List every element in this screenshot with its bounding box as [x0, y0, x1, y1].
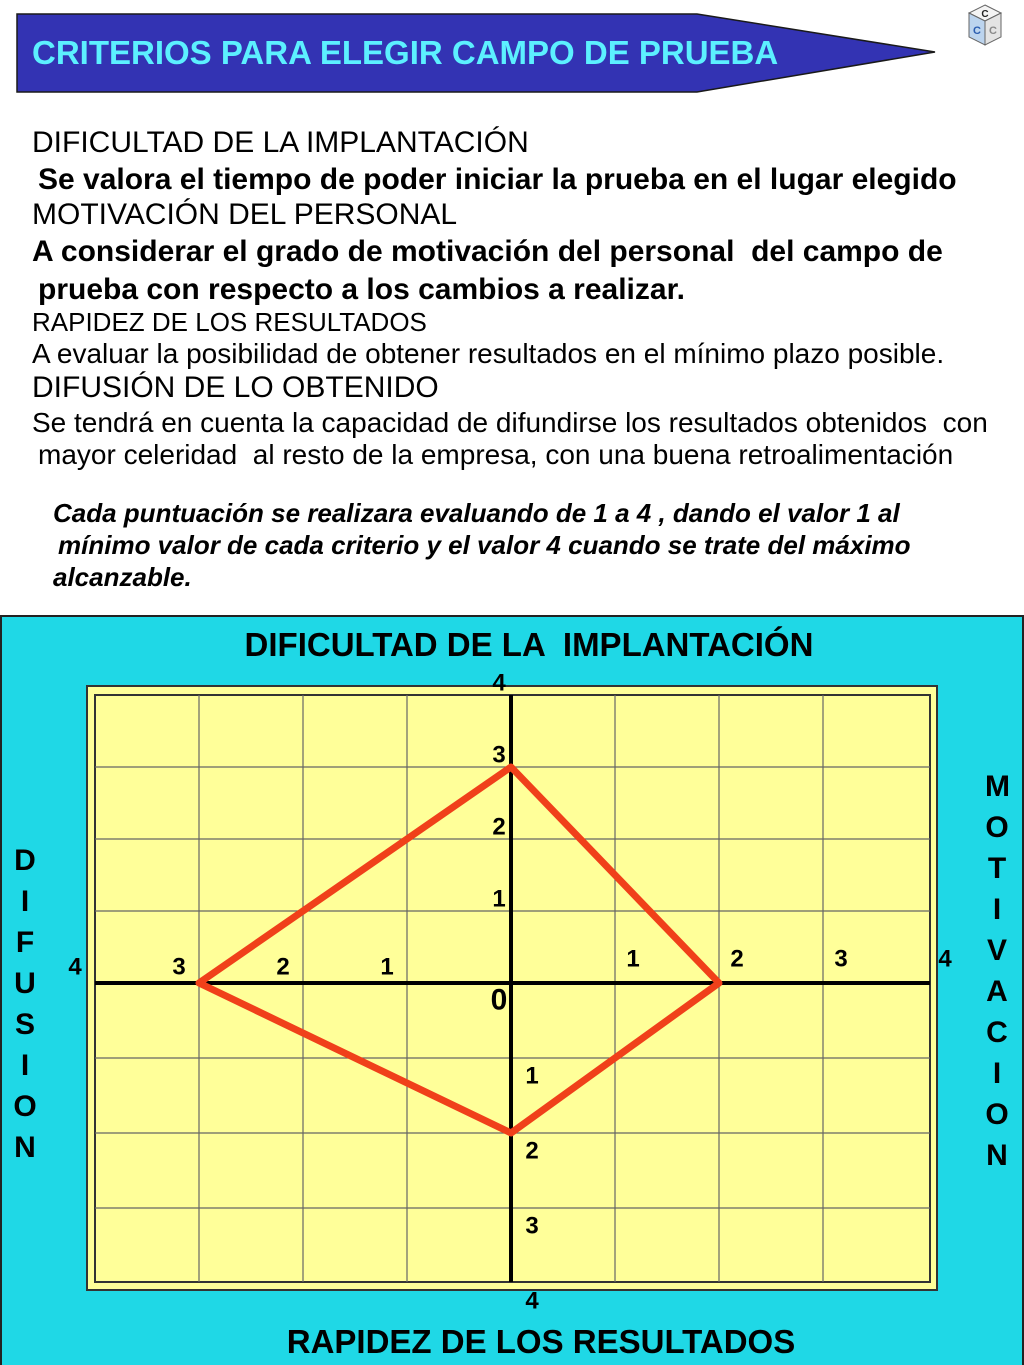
scoring-note-line: Cada puntuación se realizara evaluando de 1 a 4 , dando el valor 1 al: [53, 498, 900, 528]
tick-label-down-1: 1: [525, 1062, 539, 1090]
tick-label-up-2: 2: [492, 813, 506, 841]
logo-cube-icon: [966, 3, 1004, 49]
tick-label-left-4: 4: [68, 953, 82, 981]
tick-label-right-3: 3: [834, 945, 848, 973]
criterion-heading-difusion: DIFUSIÓN DE LO OBTENIDO: [32, 371, 439, 404]
criteria-diagram: [0, 615, 1024, 1365]
scoring-note-line: mínimo valor de cada criterio y el valor 4 cuando se trate del máximo: [58, 530, 911, 560]
tick-label-down-2: 2: [525, 1137, 539, 1165]
logo-letter: C: [989, 25, 997, 37]
tick-label-right-2: 2: [730, 945, 744, 973]
origin-label: 0: [490, 983, 508, 1017]
axis-title-bottom: RAPIDEZ DE LOS RESULTADOS: [286, 1323, 796, 1360]
tick-label-right-1: 1: [626, 945, 640, 973]
page-title: CRITERIOS PARA ELEGIR CAMPO DE PRUEBA: [32, 34, 779, 71]
tick-label-down-4: 4: [525, 1287, 539, 1315]
tick-label-down-3: 3: [525, 1212, 539, 1240]
criterion-description: A considerar el grado de motivación del personal del campo de: [32, 235, 943, 268]
diagram-canvas: [0, 615, 1024, 1365]
criterion-description: Se valora el tiempo de poder iniciar la prueba en el lugar elegido: [38, 163, 957, 196]
axis-title-left: DIFUSION: [13, 843, 37, 1164]
criterion-description: A evaluar la posibilidad de obtener resultados en el mínimo plazo posible.: [32, 338, 945, 369]
scoring-note-line: alcanzable.: [53, 562, 192, 592]
criterion-heading-rapidez: RAPIDEZ DE LOS RESULTADOS: [32, 307, 427, 337]
criterion-heading-dificultad: DIFICULTAD DE LA IMPLANTACIÓN: [32, 126, 529, 159]
tick-label-left-2: 2: [276, 953, 290, 981]
axis-title-right: MOTIVACION: [985, 769, 1010, 1172]
tick-label-left-3: 3: [172, 953, 186, 981]
tick-label-up-3: 3: [492, 741, 506, 769]
criterion-description: prueba con respecto a los cambios a realizar.: [38, 273, 685, 306]
logo-letter: C: [973, 25, 981, 37]
tick-label-up-4: 4: [492, 669, 506, 697]
criterion-description: mayor celeridad al resto de la empresa, con una buena retroalimentación: [38, 439, 954, 470]
tick-label-up-1: 1: [492, 885, 506, 913]
tick-label-left-1: 1: [380, 953, 394, 981]
criterion-heading-motivacion: MOTIVACIÓN DEL PERSONAL: [32, 198, 458, 231]
tick-label-right-4: 4: [938, 945, 952, 973]
criterion-description: Se tendrá en cuenta la capacidad de difundirse los resultados obtenidos con: [32, 407, 988, 438]
logo-letter: C: [981, 9, 989, 20]
axis-title-top: DIFICULTAD DE LA IMPLANTACIÓN: [244, 626, 814, 663]
